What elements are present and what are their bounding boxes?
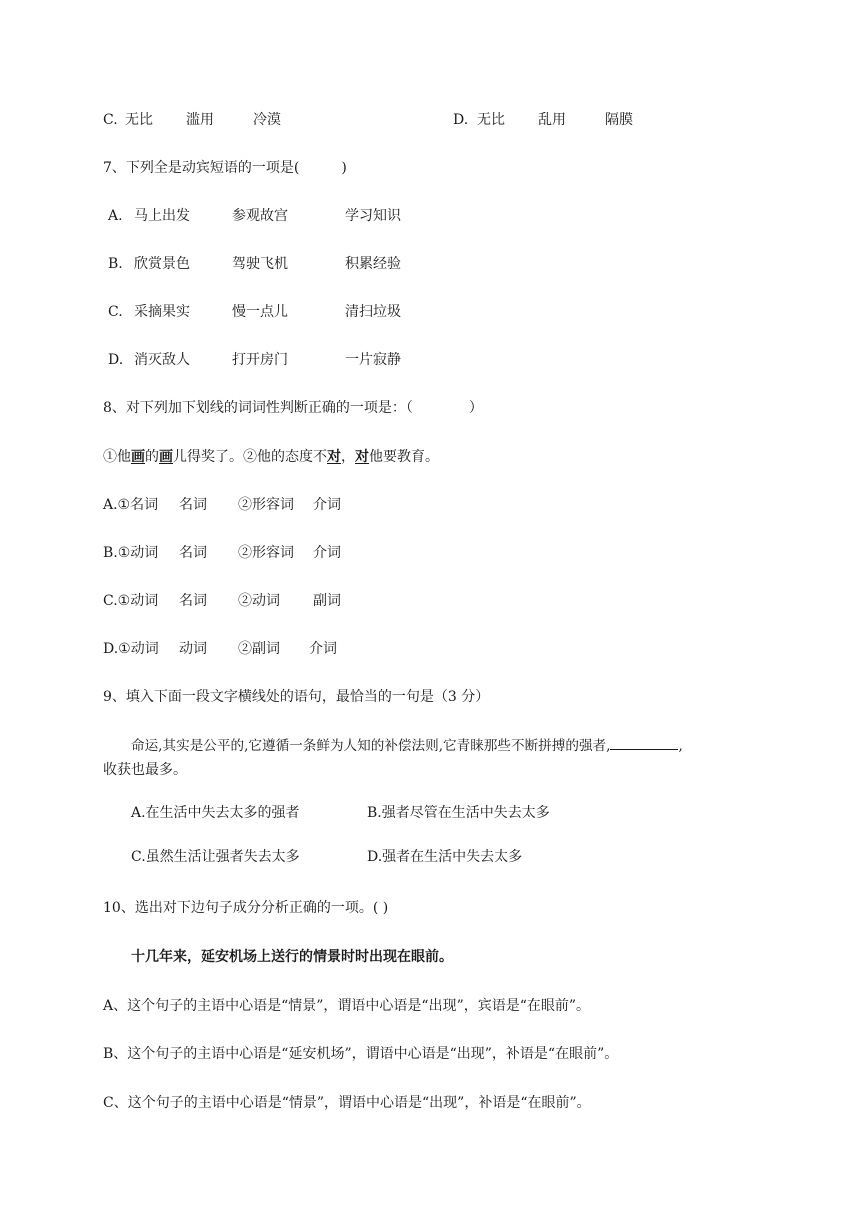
- option-label: D.: [108, 352, 124, 368]
- underlined-word: 对: [355, 449, 369, 465]
- q9-option-c: C.虽然生活让强者失去太多: [131, 849, 300, 865]
- sentence-text: 他要教育。: [369, 449, 439, 465]
- q9-stem: 9、填入下面一段文字横线处的语句，最恰当的一句是（3 分）: [103, 689, 490, 705]
- option-word: 消灭敌人: [134, 352, 190, 368]
- option-word: 驾驶飞机: [232, 256, 288, 272]
- option-word: ②形容词: [238, 545, 294, 561]
- q7-option-b: [108, 255, 508, 273]
- q9-option-d: D.强者在生活中失去太多: [367, 849, 523, 865]
- q7-option-d: [108, 351, 508, 369]
- option-word: ②副词: [238, 641, 280, 657]
- q9-passage-line1: [131, 737, 683, 755]
- option-word: 动词: [179, 641, 207, 657]
- q8-option-c: [103, 592, 503, 610]
- option-word: 一片寂静: [345, 352, 401, 368]
- q9-passage-line2: 收获也最多。: [103, 762, 187, 778]
- option-label: C.①动词: [103, 593, 159, 609]
- option-word: 欣赏景色: [134, 256, 190, 272]
- q10-stem: 10、选出对下边句子成分分析正确的一项。( ): [103, 900, 389, 916]
- underlined-word: 对: [327, 449, 341, 465]
- option-word: 名词: [179, 593, 207, 609]
- option-label: A.: [108, 208, 123, 224]
- q8-option-a: [103, 496, 503, 514]
- q6-option-c: [103, 111, 463, 129]
- q7-option-c: [108, 303, 508, 321]
- q10-option-b: B、这个句子的主语中心语是“延安机场”，谓语中心语是“出现”，补语是“在眼前”。: [103, 1046, 619, 1062]
- option-word: ②动词: [238, 593, 280, 609]
- option-label: A.①名词: [103, 497, 159, 513]
- q10-option-a: A、这个句子的主语中心语是“情景”，谓语中心语是“出现”，宾语是“在眼前”。: [103, 998, 591, 1014]
- option-word: 隔膜: [605, 112, 633, 128]
- option-word: 副词: [313, 593, 341, 609]
- underlined-word: 画: [159, 449, 173, 465]
- option-word: 名词: [179, 497, 207, 513]
- option-label: C.: [108, 304, 123, 320]
- option-word: 马上出发: [134, 208, 190, 224]
- q8-option-b: [103, 544, 503, 562]
- q8-sentence: [103, 448, 439, 466]
- q8-stem: 8、对下列加下划线的词词性判断正确的一项是：（ ）: [103, 400, 483, 416]
- q7-stem: 7、下列全是动宾短语的一项是( ): [103, 160, 347, 176]
- option-word: 慢一点儿: [232, 304, 288, 320]
- passage-text: ,: [678, 738, 683, 754]
- option-label: D.: [453, 112, 469, 128]
- sentence-text: 的: [145, 449, 159, 465]
- option-word: 介词: [313, 497, 341, 513]
- option-word: 打开房门: [232, 352, 288, 368]
- option-word: 乱用: [538, 112, 566, 128]
- passage-text: 命运,其实是公平的,它遵循一条鲜为人知的补偿法则,它青睐那些不断拼搏的强者,: [131, 738, 611, 754]
- option-word: 参观故宫: [232, 208, 288, 224]
- option-word: 介词: [313, 545, 341, 561]
- q7-option-a: [108, 207, 508, 225]
- option-label: C.: [103, 112, 118, 128]
- q10-sentence: 十几年来，延安机场上送行的情景时时出现在眼前。: [131, 949, 453, 965]
- option-word: 清扫垃圾: [345, 304, 401, 320]
- sentence-text: ①他: [103, 449, 131, 465]
- fill-in-blank: [610, 737, 678, 750]
- option-word: 滥用: [186, 112, 214, 128]
- option-word: 积累经验: [345, 256, 401, 272]
- q10-option-c: C、这个句子的主语中心语是“情景”，谓语中心语是“出现”，补语是“在眼前”。: [103, 1095, 591, 1111]
- option-label: B.①动词: [103, 545, 159, 561]
- q9-option-b: B.强者尽管在生活中失去太多: [367, 805, 550, 821]
- sentence-text: ，: [341, 449, 355, 465]
- q8-option-d: [103, 640, 503, 658]
- sentence-text: 儿得奖了。②他的态度不: [173, 449, 327, 465]
- option-label: B.: [108, 256, 123, 272]
- q9-option-a: A.在生活中失去太多的强者: [131, 805, 300, 821]
- option-word: 采摘果实: [134, 304, 190, 320]
- option-word: 冷漠: [253, 112, 281, 128]
- underlined-word: 画: [131, 449, 145, 465]
- option-word: ②形容词: [238, 497, 294, 513]
- q6-option-d: [453, 111, 753, 129]
- option-word: 无比: [125, 112, 153, 128]
- option-word: 名词: [179, 545, 207, 561]
- option-label: D.①动词: [103, 641, 159, 657]
- option-word: 学习知识: [345, 208, 401, 224]
- option-word: 无比: [477, 112, 505, 128]
- option-word: 介词: [309, 641, 337, 657]
